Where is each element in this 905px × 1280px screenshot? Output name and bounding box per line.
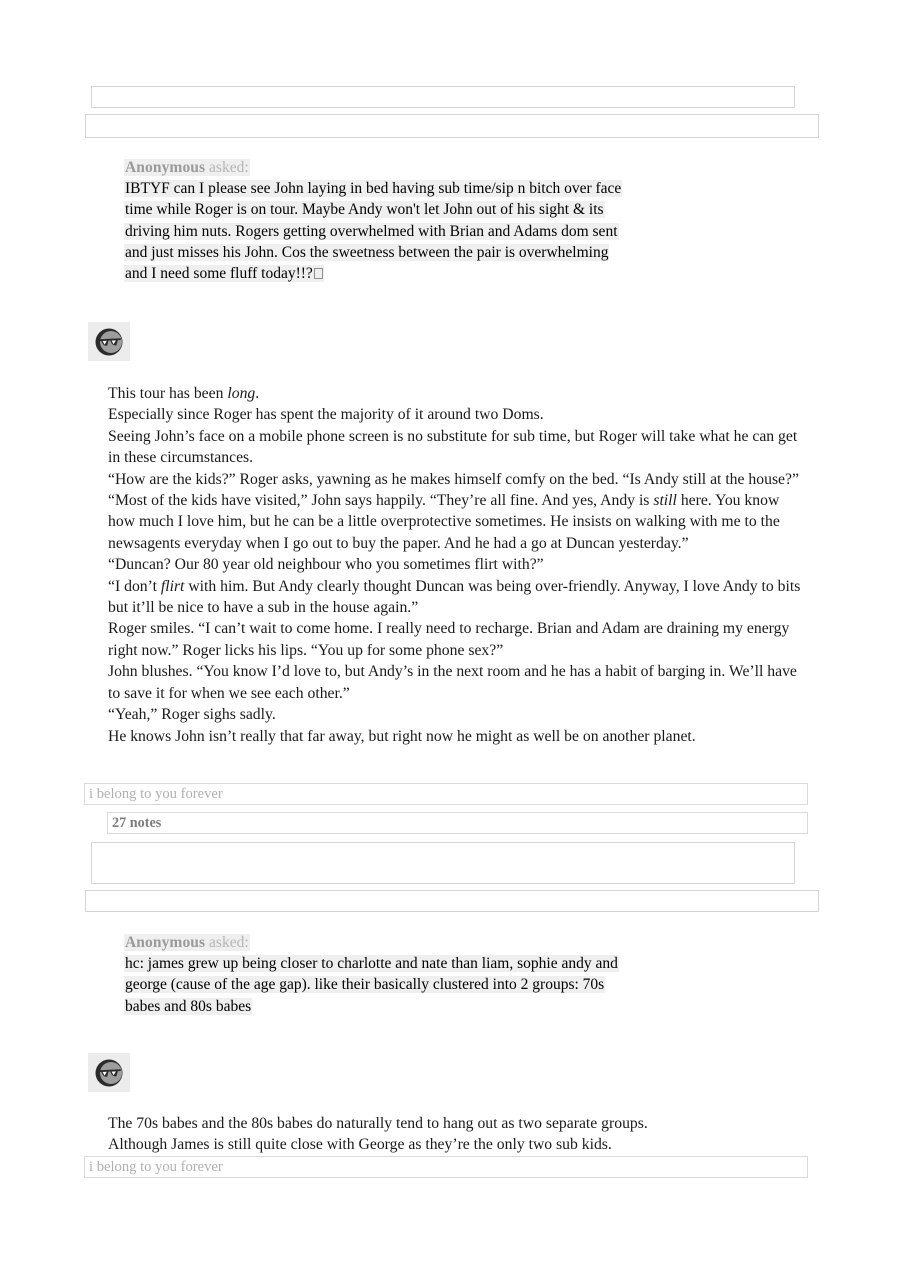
paragraph: Roger smiles. “I can’t wait to come home. I really need to recharge. Brian and Adam are draining my energy right now.” Roger licks his lips. “You up for some phone sex?” [108,620,790,659]
answer-body-2 [108,1113,808,1156]
tag-label[interactable]: i belong to you forever [89,1159,223,1175]
asker-name[interactable]: Anonymous [125,934,206,951]
post-footer-frame-1 [91,842,795,884]
sunglasses-face-avatar-icon [94,327,124,357]
ask-line: hc: james grew up being closer to charlotte and nate than liam, sophie andy and [125,955,618,973]
asker-name[interactable]: Anonymous [125,159,206,176]
post-header-frame-1 [91,86,795,108]
ask-line: time while Roger is on tour. Maybe Andy won't let John out of his sight & its [125,201,604,219]
answer-body-1 [108,383,808,747]
ask-verb: asked: [209,159,249,176]
ask-line: and I need some fluff today!!? [124,263,724,284]
post-notes-count-1[interactable] [107,812,808,834]
ask-attribution-1 [124,157,724,178]
paragraph: “How are the kids?” Roger asks, yawning as he makes himself comfy on the bed. “Is Andy still at the house?” [108,470,799,488]
avatar[interactable] [88,322,130,361]
ask-line: driving him nuts. Rogers getting overwhelmed with Brian and Adams dom sent [125,222,618,240]
ask-line: and just misses his John. Cos the sweetness between the pair is overwhelming [125,243,609,261]
tag-label[interactable]: i belong to you forever [89,786,223,802]
paragraph: “Yeah,” Roger sighs sadly. [108,706,276,724]
paragraph: The 70s babes and the 80s babes do naturally tend to hang out as two separate groups. [108,1115,648,1132]
ask-line: IBTYF can I please see John laying in bed having sub time/sip n bitch over face [125,180,622,198]
paragraph: John blushes. “You know I’d love to, but Andy’s in the next room and he has a habit of barging in. We’ll have to save it for when we see each other.” [108,663,797,702]
sunglasses-face-avatar-icon [94,1058,124,1088]
paragraph: “Duncan? Our 80 year old neighbour who you sometimes flirt with?” [108,556,544,574]
ask-block-1 [124,157,724,284]
paragraph: Seeing John’s face on a mobile phone screen is no substitute for sub time, but Roger will take what he can get in these circumstances. [108,427,798,467]
ask-block-2 [124,932,724,1017]
paragraph: Although James is still quite close with George as they’re the only two sub kids. [108,1136,612,1154]
post-subheader-frame-1 [85,114,819,138]
ask-line: george (cause of the age gap). like their basically clustered into 2 groups: 70s [125,976,605,994]
paragraph: “Most of the kids have visited,” John says happily. “They’re all fine. And yes, Andy is still here. You know how much I love him, but he can be a little overprotective sometimes. He insists on walking with me to the newsagents everyday when I go out to buy the paper. And he had a go at Duncan yesterday.” [108,492,780,552]
avatar[interactable] [88,1053,130,1092]
missing-glyph-box-icon [314,268,323,279]
post-header-frame-2 [85,890,819,912]
notes-label[interactable]: 27 notes [112,815,162,831]
ask-attribution-2 [124,932,724,953]
post-tags-1[interactable] [84,783,808,805]
paragraph: “I don’t flirt with him. But Andy clearly thought Duncan was being over-friendly. Anyway, I love Andy to bits but it’ll be nice to have a sub in the house again.” [108,577,801,617]
ask-verb: asked: [209,934,249,951]
paragraph: This tour has been long. [108,385,260,402]
ask-line: babes and 80s babes [125,997,252,1015]
paragraph: He knows John isn’t really that far away, but right now he might as well be on another planet. [108,727,696,745]
post-tags-2[interactable] [84,1156,808,1178]
paragraph: Especially since Roger has spent the majority of it around two Doms. [108,406,544,424]
